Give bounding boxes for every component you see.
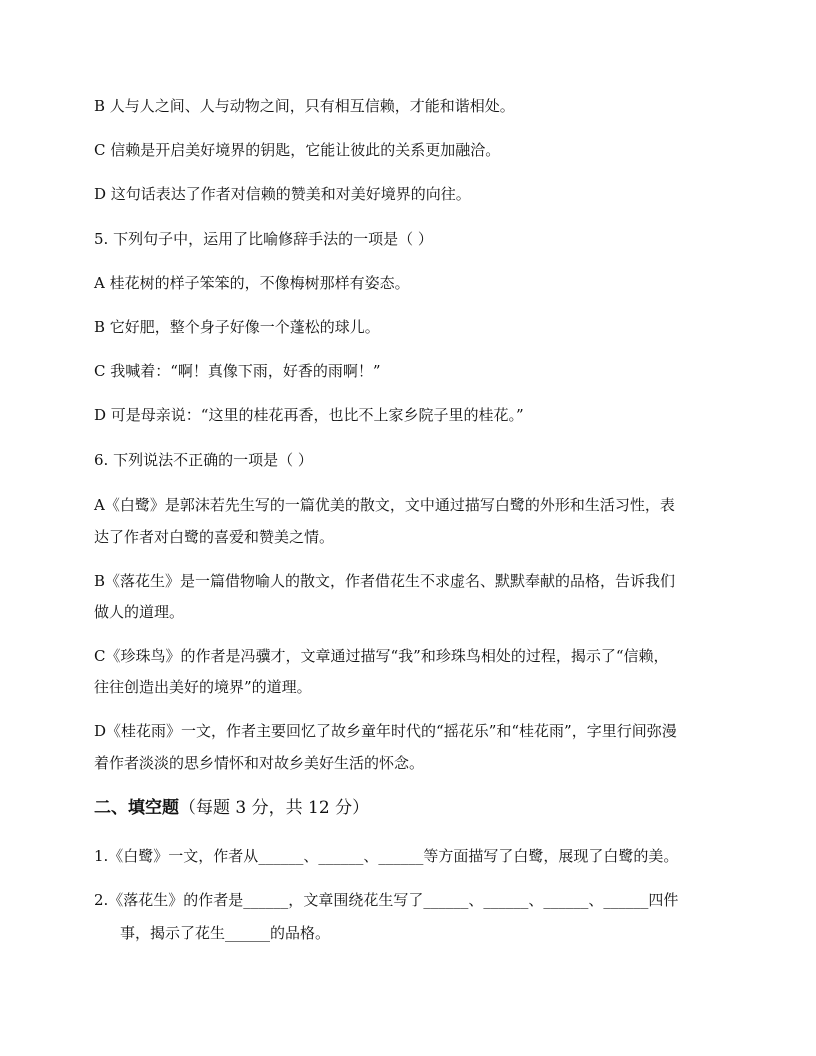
q6-option-b-line2: 做人的道理。 — [94, 603, 185, 621]
q5-option-b: B 它好肥，整个身子好像一个蓬松的球儿。 — [94, 318, 380, 336]
q6-stem: 6. 下列说法不正确的一项是（ ） — [94, 451, 313, 469]
q6-option-d-line2: 着作者淡淡的思乡情怀和对故乡美好生活的怀念。 — [94, 754, 425, 772]
q4-option-c: C 信赖是开启美好境界的钥匙，它能让彼此的关系更加融洽。 — [94, 141, 501, 159]
section-heading — [94, 797, 369, 819]
q6-option-d-line1: D《桂花雨》一文，作者主要回忆了故乡童年时代的“摇花乐”和“桂花雨”，字里行间弥漫 — [94, 722, 677, 740]
section-note: （每题 3 分，共 12 分） — [179, 798, 370, 818]
q4-option-d: D 这句话表达了作者对信赖的赞美和对美好境界的向往。 — [94, 185, 471, 203]
q6-option-c-line1: C《珍珠鸟》的作者是冯骥才，文章通过描写“我”和珍珠鸟相处的过程，揭示了“信赖， — [94, 647, 669, 665]
q5-stem: 5. 下列句子中，运用了比喻修辞手法的一项是（ ） — [94, 230, 433, 248]
q5-option-c: C 我喊着：“啊！真像下雨，好香的雨啊！” — [94, 362, 381, 380]
q5-option-d: D 可是母亲说：“这里的桂花再香，也比不上家乡院子里的桂花。” — [94, 406, 524, 424]
q6-option-b-line1: B《落花生》是一篇借物喻人的散文，作者借花生不求虚名、默默奉献的品格，告诉我们 — [94, 572, 676, 590]
q4-option-b: B 人与人之间、人与动物之间，只有相互信赖，才能和谐相处。 — [94, 97, 515, 115]
q6-option-a-line1: A《白鹭》是郭沫若先生写的一篇优美的散文，文中通过描写白鹭的外形和生活习性，表 — [94, 496, 675, 514]
fill-question-2-line2: 事，揭示了花生______的品格。 — [120, 924, 331, 942]
fill-question-2-line1: 2.《落花生》的作者是______，文章围绕花生写了______、______、______、______四件 — [94, 891, 679, 909]
section-title: 二、填空题 — [94, 798, 179, 818]
fill-question-1: 1.《白鹭》一文，作者从______、______、______等方面描写了白鹭，展现了白鹭的美。 — [94, 847, 679, 865]
q5-option-a: A 桂花树的样子笨笨的，不像梅树那样有姿态。 — [94, 274, 410, 292]
q6-option-c-line2: 往往创造出美好的境界”的道理。 — [94, 678, 312, 696]
q6-option-a-line2: 达了作者对白鹭的喜爱和赞美之情。 — [94, 528, 335, 546]
